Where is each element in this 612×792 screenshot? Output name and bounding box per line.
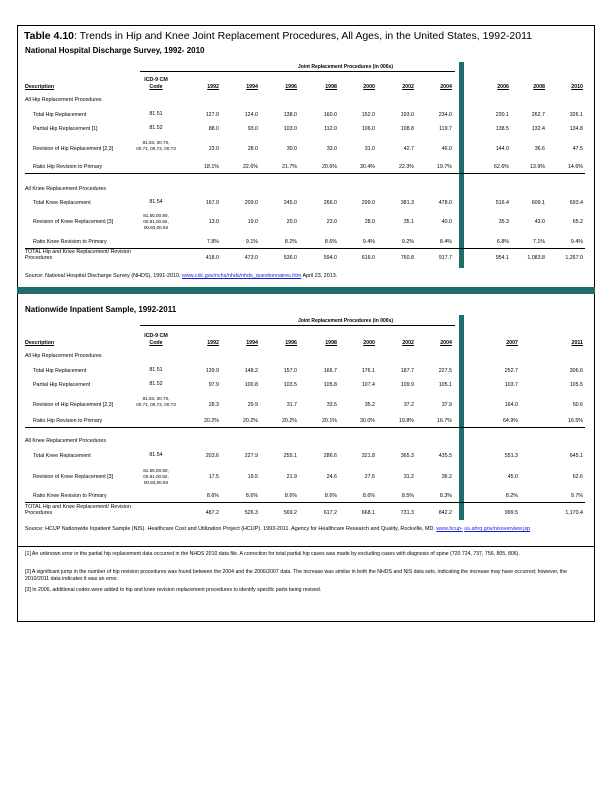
table-cell: 166.7 <box>323 368 337 374</box>
col-header-description: Description <box>25 84 55 90</box>
table-cell: 29.9 <box>247 402 258 408</box>
table-cell: 46.0 <box>441 146 452 152</box>
table-cell: 88.0 <box>208 126 219 132</box>
table-cell: 43.0 <box>534 219 545 225</box>
table-cell: 119.7 <box>439 126 452 132</box>
table-cell: 262.7 <box>531 112 545 118</box>
table-cell: 22.3% <box>398 164 414 170</box>
row-label: Partial Hip Replacement [1] <box>33 126 98 132</box>
table-cell: 105.1 <box>438 382 452 388</box>
section2-subtitle: Nationwide Inpatient Sample, 1992-2011 <box>25 305 177 314</box>
table-cell: 193.0 <box>400 112 414 118</box>
table-cell: 97.9 <box>208 382 219 388</box>
col-header-year: 1992 <box>207 84 219 90</box>
table-cell: 365.3 <box>400 453 414 459</box>
row-code: 81.53, 00.70, 00.71, 00.72, 00.73 <box>136 396 176 407</box>
table-cell: 760.8 <box>400 255 414 261</box>
table-cell: 8.5% <box>401 493 414 499</box>
table-cell: 144.0 <box>495 146 509 152</box>
row-label: Ratio Knee Revision to Primary <box>33 493 107 499</box>
row-code: 81.54 <box>149 452 163 458</box>
table-cell: 842.2 <box>438 510 452 516</box>
table-cell: 13.0 <box>208 219 219 225</box>
table-cell: 31.7 <box>286 402 297 408</box>
table-cell: 37.9 <box>441 402 452 408</box>
col-header-year: 1994 <box>246 340 258 346</box>
row-code: 81.55,00.80, 00.81,00.82, 00.83,00.84 <box>143 213 169 230</box>
row-label: Total Hip Replacement <box>33 368 87 374</box>
table-cell: 321.8 <box>361 453 375 459</box>
table-cell: 536.0 <box>283 255 297 261</box>
table-cell: 24.6 <box>326 474 337 480</box>
table-cell: 19.7% <box>436 164 452 170</box>
table-cell: 148.2 <box>244 368 258 374</box>
col-header-year: 2010 <box>571 84 583 90</box>
col-header-year: 1996 <box>285 340 297 346</box>
table-cell: 731.3 <box>400 510 414 516</box>
table-cell: 64.9% <box>502 418 518 424</box>
col-header-year: 1994 <box>246 84 258 90</box>
table-cell: 160.0 <box>323 112 337 118</box>
row-code: 81.52 <box>149 125 163 131</box>
table-cell: 616.0 <box>361 255 375 261</box>
table-cell: 45.0 <box>507 474 518 480</box>
row-label: Total Hip Replacement <box>33 112 87 118</box>
section2-source: Source: HCUP Nationwide Inpatient Sample (NIS). Healthcare Cost and Utilization Project (HCUP). 1993-2011. Agency for Healthcare Research and Quality, Rockville, MD. www.hcup- us.ahrq.gov/nisoverview.jsp <box>25 526 531 532</box>
col-header-year: 2002 <box>402 84 414 90</box>
col-header-year: 2002 <box>402 340 414 346</box>
row-rule <box>25 502 585 503</box>
table-cell: 50.6 <box>572 402 583 408</box>
section1-group-header: Joint Replacement Procedures (in 000s) <box>298 64 394 70</box>
table-cell: 954.1 <box>495 255 509 261</box>
table-cell: 108.8 <box>400 126 414 132</box>
table-cell: 19.0 <box>247 219 258 225</box>
table-cell: 14.6% <box>567 164 583 170</box>
col-header-code-line1: ICD-9 CM <box>144 77 168 83</box>
table-cell: 35.1 <box>403 219 414 225</box>
table-cell: 6.8% <box>496 239 509 245</box>
table-cell: 31.0 <box>364 146 375 152</box>
knee-group-header: All Knee Replacement Procedures <box>25 186 106 192</box>
table-cell: 8.6% <box>284 493 297 499</box>
table-cell: 28.0 <box>247 146 258 152</box>
table-cell: 42.7 <box>403 146 414 152</box>
table-cell: 9.4% <box>570 239 583 245</box>
section1-source: Source: National Hospital Discharge Survey (NHDS), 1991-2010. www.cdc.gov/nchs/nhds/nhds_questionnaires.htm April 23, 2013. <box>25 273 338 279</box>
table-cell: 594.0 <box>323 255 337 261</box>
table-cell: 1,083.8 <box>527 255 545 261</box>
col-header-code-line2: Code <box>149 340 163 346</box>
table-cell: 227.5 <box>438 368 452 374</box>
table-cell: 8.2% <box>505 493 518 499</box>
hcup-link-part2[interactable]: us.ahrq.gov/nisoverview.jsp <box>464 526 531 532</box>
table-cell: 100.8 <box>244 382 258 388</box>
table-cell: 7.1% <box>532 239 545 245</box>
col-header-year: 1998 <box>325 340 337 346</box>
table-cell: 693.4 <box>569 200 583 206</box>
nhds-link[interactable]: www.cdc.gov/nchs/nhds/nhds_questionnaires.htm <box>182 273 302 279</box>
table-cell: 35.2 <box>364 402 375 408</box>
row-rule <box>25 173 585 174</box>
table-cell: 28.3 <box>208 402 219 408</box>
table-cell: 19.5 <box>247 474 258 480</box>
table-cell: 1,170.4 <box>565 510 583 516</box>
page-title: Table 4.10: Trends in Hip and Knee Joint Replacement Procedures, All Ages, in the United States, 1992-2011 <box>24 30 533 42</box>
table-cell: 8.2% <box>284 239 297 245</box>
note-1: [1] An unknown error in the partial hip replacement data occurred in the NHDS 2010 data file. A correction for total partial hip cases was made by excluding cases with diagnosis of spine (720 724, 737, 756, 805, 806). <box>25 551 520 557</box>
table-cell: 20.6% <box>321 164 337 170</box>
col-header-year: 2000 <box>363 340 375 346</box>
table-cell: 23.0 <box>326 219 337 225</box>
table-cell: 30.0 <box>286 146 297 152</box>
table-cell: 21.7% <box>281 164 297 170</box>
table-cell: 20.2% <box>203 418 219 424</box>
col-header-year: 2004 <box>440 340 452 346</box>
table-cell: 9.1% <box>245 239 258 245</box>
table-cell: 20.0 <box>286 219 297 225</box>
table-cell: 187.7 <box>400 368 414 374</box>
col-header-year: 2000 <box>363 84 375 90</box>
table-cell: 62.6 <box>572 474 583 480</box>
row-code: 81.51 <box>149 367 163 373</box>
table-cell: 227.9 <box>244 453 258 459</box>
table-cell: 37.2 <box>403 402 414 408</box>
col-header-year: 1996 <box>285 84 297 90</box>
table-cell: 8.6% <box>324 239 337 245</box>
table-cell: 306.6 <box>569 368 583 374</box>
row-label: Revision of Knee Replacement [3] <box>33 474 114 480</box>
table-cell: 20.2% <box>281 418 297 424</box>
hcup-link-part1[interactable]: www.hcup- <box>436 526 463 532</box>
table-cell: 551.3 <box>504 453 518 459</box>
table-cell: 36.2 <box>441 474 452 480</box>
row-code: 81.55,00.80, 00.81,00.82, 00.83,00.84 <box>143 468 169 485</box>
row-code: 81.51 <box>149 111 163 117</box>
table-cell: 31.2 <box>403 474 414 480</box>
knee-group-header: All Knee Replacement Procedures <box>25 438 106 444</box>
table-cell: 1,267.0 <box>565 255 583 261</box>
table-cell: 381.3 <box>400 200 414 206</box>
table-cell: 917.7 <box>438 255 452 261</box>
table-cell: 9.4% <box>362 239 375 245</box>
section1-group-rule <box>140 71 455 72</box>
table-cell: 645.1 <box>569 453 583 459</box>
table-cell: 7.8% <box>206 239 219 245</box>
table-cell: 252.7 <box>504 368 518 374</box>
section1-subtitle: National Hospital Discharge Survey, 1992- 2010 <box>25 46 205 55</box>
table-cell: 16.7% <box>436 418 452 424</box>
table-cell: 234.0 <box>438 112 452 118</box>
col-header-year: 2007 <box>506 340 518 346</box>
col-header-year: 1998 <box>325 84 337 90</box>
row-code: 81.54 <box>149 199 163 205</box>
table-cell: 164.0 <box>504 402 518 408</box>
table-cell: 47.5 <box>572 146 583 152</box>
table-cell: 106.0 <box>361 126 375 132</box>
table-cell: 516.4 <box>495 200 509 206</box>
table-cell: 8.4% <box>439 239 452 245</box>
table-cell: 134.8 <box>569 126 583 132</box>
table-cell: 478.0 <box>438 200 452 206</box>
table-cell: 9.2% <box>401 239 414 245</box>
table-cell: 103.7 <box>504 382 518 388</box>
hip-group-header: All Hip Replacement Procedures <box>25 97 102 103</box>
table-cell: 245.0 <box>283 200 297 206</box>
table-cell: 36.6 <box>534 146 545 152</box>
hip-group-header: All Hip Replacement Procedures <box>25 353 102 359</box>
table-cell: 28.0 <box>364 219 375 225</box>
table-cell: 103.5 <box>283 382 297 388</box>
table-cell: 139.9 <box>205 368 219 374</box>
table-cell: 473.0 <box>244 255 258 261</box>
row-code: 81.53, 00.70, 00.71, 00.72, 00.73 <box>136 140 176 151</box>
table-cell: 33.0 <box>326 146 337 152</box>
table-cell: 40.0 <box>441 219 452 225</box>
table-cell: 9.7% <box>570 493 583 499</box>
table-cell: 23.0 <box>208 146 219 152</box>
table-cell: 299.0 <box>361 200 375 206</box>
table-cell: 230.1 <box>495 112 509 118</box>
table-cell: 255.1 <box>283 453 297 459</box>
section2-group-header: Joint Replacement Procedures (in 000s) <box>298 318 394 324</box>
table-cell: 326.1 <box>569 112 583 118</box>
table-cell: 27.6 <box>364 474 375 480</box>
table-cell: 109.9 <box>400 382 414 388</box>
row-label: TOTAL Hip and Knee Replacement/ Revision Procedures <box>25 249 131 261</box>
table-cell: 127.0 <box>205 112 219 118</box>
table-cell: 18.1% <box>203 164 219 170</box>
table-cell: 16.5% <box>567 418 583 424</box>
row-label: TOTAL Hip and Knee Replacement/ Revision Procedures <box>25 504 131 516</box>
table-cell: 526.3 <box>244 510 258 516</box>
table-cell: 20.2% <box>242 418 258 424</box>
table-cell: 176.1 <box>361 368 375 374</box>
table-cell: 124.0 <box>244 112 258 118</box>
table-cell: 286.6 <box>323 453 337 459</box>
row-label: Revision of Knee Replacement [3] <box>33 219 114 225</box>
table-cell: 209.0 <box>244 200 258 206</box>
table-cell: 30.0% <box>359 418 375 424</box>
note-2: [2] A significant jump in the number of hip revision procedures was found between the 2004 and the 2006/2007 data. The increase was similar in both the NHDS and NIS data sets, indicating the increase may have occurred; however, the 2010/2011 data indicates it was an error. <box>25 569 568 582</box>
section2-group-rule <box>140 325 455 326</box>
col-header-code-line1: ICD-9 CM <box>144 333 168 339</box>
section-divider-bar <box>17 287 595 294</box>
section1-vertical-bar <box>459 62 464 268</box>
table-cell: 157.0 <box>283 368 297 374</box>
col-header-year: 2006 <box>497 84 509 90</box>
table-cell: 617.2 <box>323 510 337 516</box>
table-cell: 203.6 <box>205 453 219 459</box>
note-3: [3] In 2006, additional codes were added to hip and knee revision replacement procedures to identify specific parts being revised. <box>25 587 322 593</box>
table-cell: 33.5 <box>326 402 337 408</box>
table-cell: 8.3% <box>439 493 452 499</box>
row-rule <box>25 427 585 428</box>
row-code: 81.52 <box>149 381 163 387</box>
table-cell: 138.0 <box>283 112 297 118</box>
table-cell: 266.0 <box>323 200 337 206</box>
table-cell: 21.9 <box>286 474 297 480</box>
table-cell: 17.5 <box>208 474 219 480</box>
table-cell: 999.5 <box>504 510 518 516</box>
table-cell: 8.6% <box>324 493 337 499</box>
row-label: Revision of Hip Replacement [2,3] <box>33 402 114 408</box>
col-header-description: Description <box>25 340 55 346</box>
row-label: Ratio Hip Revision to Primary <box>33 164 103 170</box>
table-cell: 138.5 <box>495 126 509 132</box>
table-cell: 487.2 <box>205 510 219 516</box>
table-cell: 167.0 <box>205 200 219 206</box>
table-cell: 132.4 <box>531 126 545 132</box>
col-header-code-line2: Code <box>149 84 163 90</box>
table-cell: 20.1% <box>321 418 337 424</box>
table-cell: 30.4% <box>359 164 375 170</box>
table-cell: 19.8% <box>398 418 414 424</box>
table-cell: 435.5 <box>438 453 452 459</box>
table-cell: 609.1 <box>531 200 545 206</box>
table-cell: 152.0 <box>361 112 375 118</box>
table-cell: 35.3 <box>498 219 509 225</box>
table-cell: 112.0 <box>324 126 337 132</box>
row-label: Partial Hip Replacement <box>33 382 91 388</box>
col-header-year: 2008 <box>533 84 545 90</box>
table-cell: 22.6% <box>242 164 258 170</box>
table-cell: 103.0 <box>283 126 297 132</box>
table-cell: 8.6% <box>206 493 219 499</box>
table-cell: 93.0 <box>247 126 258 132</box>
table-cell: 62.6% <box>493 164 509 170</box>
table-cell: 668.1 <box>361 510 375 516</box>
table-cell: 107.4 <box>361 382 375 388</box>
col-header-year: 2011 <box>571 340 583 346</box>
table-cell: 8.6% <box>245 493 258 499</box>
row-label: Ratio Hip Revision to Primary <box>33 418 103 424</box>
table-cell: 418.0 <box>205 255 219 261</box>
table-cell: 105.8 <box>323 382 337 388</box>
notes-rule <box>17 546 595 547</box>
col-header-year: 2004 <box>440 84 452 90</box>
row-label: Total Knee Replacement <box>33 200 91 206</box>
row-label: Revision of Hip Replacement [2,3] <box>33 146 114 152</box>
col-header-year: 1992 <box>207 340 219 346</box>
section2-vertical-bar <box>459 315 464 520</box>
table-cell: 569.2 <box>283 510 297 516</box>
table-cell: 13.9% <box>529 164 545 170</box>
table-cell: 105.5 <box>569 382 583 388</box>
row-label: Ratio Knee Revision to Primary <box>33 239 107 245</box>
table-cell: 65.2 <box>572 219 583 225</box>
row-label: Total Knee Replacement <box>33 453 91 459</box>
table-cell: 8.6% <box>362 493 375 499</box>
